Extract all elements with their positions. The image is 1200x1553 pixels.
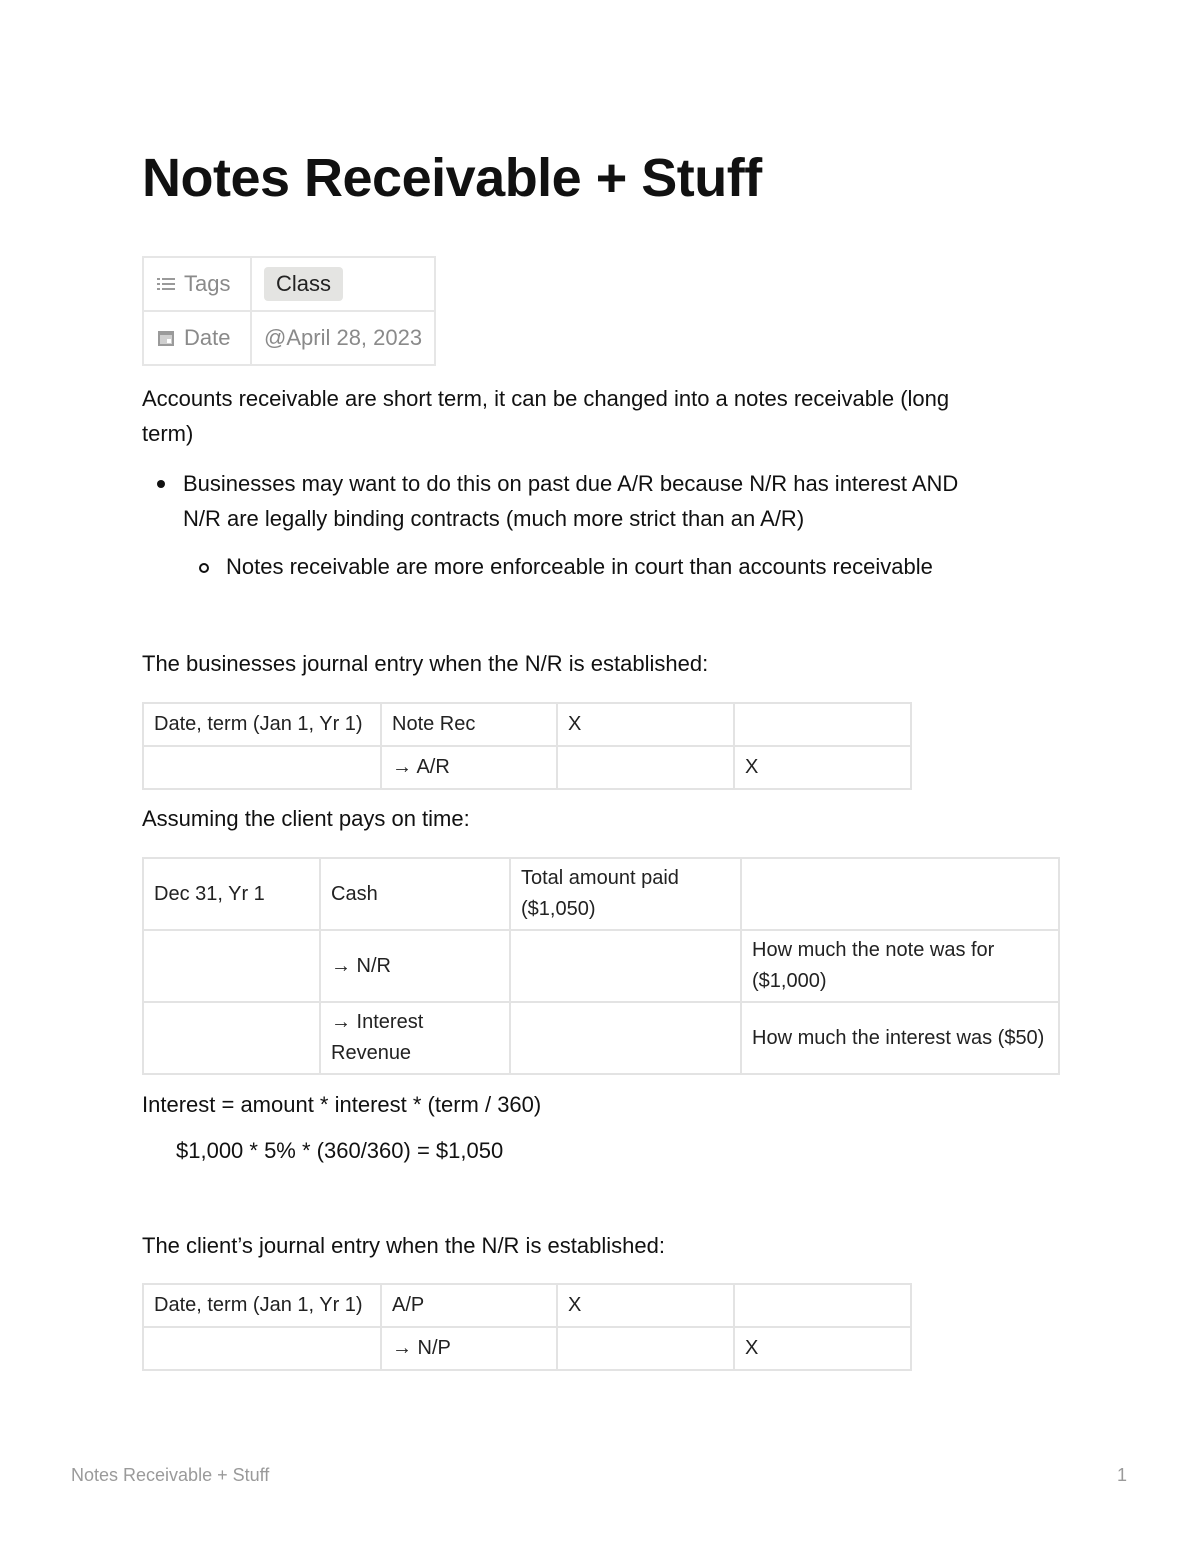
property-value-date[interactable] <box>251 311 435 365</box>
tags-label: Tags <box>184 271 231 296</box>
table-cell: X <box>734 746 911 789</box>
table-cell: X <box>557 1284 734 1327</box>
page-number: 1 <box>1117 1465 1128 1485</box>
section-heading-client-entry: The client’s journal entry when the N/R is established: <box>142 1233 665 1258</box>
date-value[interactable]: @April 28, 2023 <box>264 325 423 350</box>
section-heading-client-pays: Assuming the client pays on time: <box>142 806 470 831</box>
bullet-dot-icon <box>157 480 165 488</box>
intro-line-2: term) <box>142 421 194 446</box>
formula-line-1: Interest = amount * interest * (term / 360) <box>142 1092 542 1117</box>
table-row <box>143 858 1059 930</box>
table-cell: Cash <box>320 858 510 930</box>
list-icon <box>156 274 176 294</box>
table-cell: Note Rec <box>381 703 557 746</box>
table-row <box>143 930 1059 1002</box>
sub-bullet-item: Notes receivable are more enforceable in court than accounts receivable <box>226 554 933 579</box>
table-cell <box>143 746 381 789</box>
table-cell: → Interest Revenue <box>320 1002 510 1074</box>
table-cell: How much the interest was ($50) <box>741 1002 1059 1074</box>
footer-title: Notes Receivable + Stuff <box>71 1465 270 1485</box>
table-row <box>143 1002 1059 1074</box>
calendar-icon <box>156 328 176 348</box>
table-cell: Dec 31, Yr 1 <box>143 858 320 930</box>
property-row-date <box>143 311 435 365</box>
property-key-date <box>143 311 251 365</box>
table-cell <box>557 746 734 789</box>
table-cell <box>143 1327 381 1370</box>
table-cell <box>510 930 741 1002</box>
table-cell <box>143 930 320 1002</box>
section-heading-business-entry: The businesses journal entry when the N/R is established: <box>142 651 709 676</box>
table-cell <box>734 1284 911 1327</box>
bullet-item-line-1: Businesses may want to do this on past due A/R because N/R has interest AND <box>183 471 959 496</box>
intro-line-1: Accounts receivable are short term, it can be changed into a notes receivable (long <box>142 386 950 411</box>
formula-line-2: $1,000 * 5% * (360/360) = $1,050 <box>176 1138 504 1163</box>
tag-badge[interactable]: Class <box>264 267 343 301</box>
table-row <box>143 746 911 789</box>
property-row-tags <box>143 257 435 311</box>
page-title: Notes Receivable + Stuff <box>142 148 762 208</box>
table-cell <box>734 703 911 746</box>
table-row <box>143 703 911 746</box>
table-cell: How much the note was for ($1,000) <box>741 930 1059 1002</box>
bullet-item-line-2: N/R are legally binding contracts (much more strict than an A/R) <box>183 506 805 531</box>
properties-table <box>142 256 436 366</box>
sub-bullet-circle-icon <box>199 563 209 573</box>
journal-table-payment <box>142 857 1060 1075</box>
table-cell <box>741 858 1059 930</box>
table-cell: Total amount paid ($1,050) <box>510 858 741 930</box>
table-cell: → A/R <box>381 746 557 789</box>
table-cell: → N/R <box>320 930 510 1002</box>
table-cell: Date, term (Jan 1, Yr 1) <box>143 703 381 746</box>
date-label: Date <box>184 325 231 350</box>
property-key-tags <box>143 257 251 311</box>
table-cell: A/P <box>381 1284 557 1327</box>
table-cell <box>143 1002 320 1074</box>
table-cell: X <box>734 1327 911 1370</box>
table-cell: Date, term (Jan 1, Yr 1) <box>143 1284 381 1327</box>
table-cell <box>557 1327 734 1370</box>
journal-table-business <box>142 702 912 790</box>
table-cell <box>510 1002 741 1074</box>
table-cell: → N/P <box>381 1327 557 1370</box>
table-row <box>143 1284 911 1327</box>
property-value-tags[interactable] <box>251 257 435 311</box>
table-row <box>143 1327 911 1370</box>
table-cell: X <box>557 703 734 746</box>
journal-table-client <box>142 1283 912 1371</box>
